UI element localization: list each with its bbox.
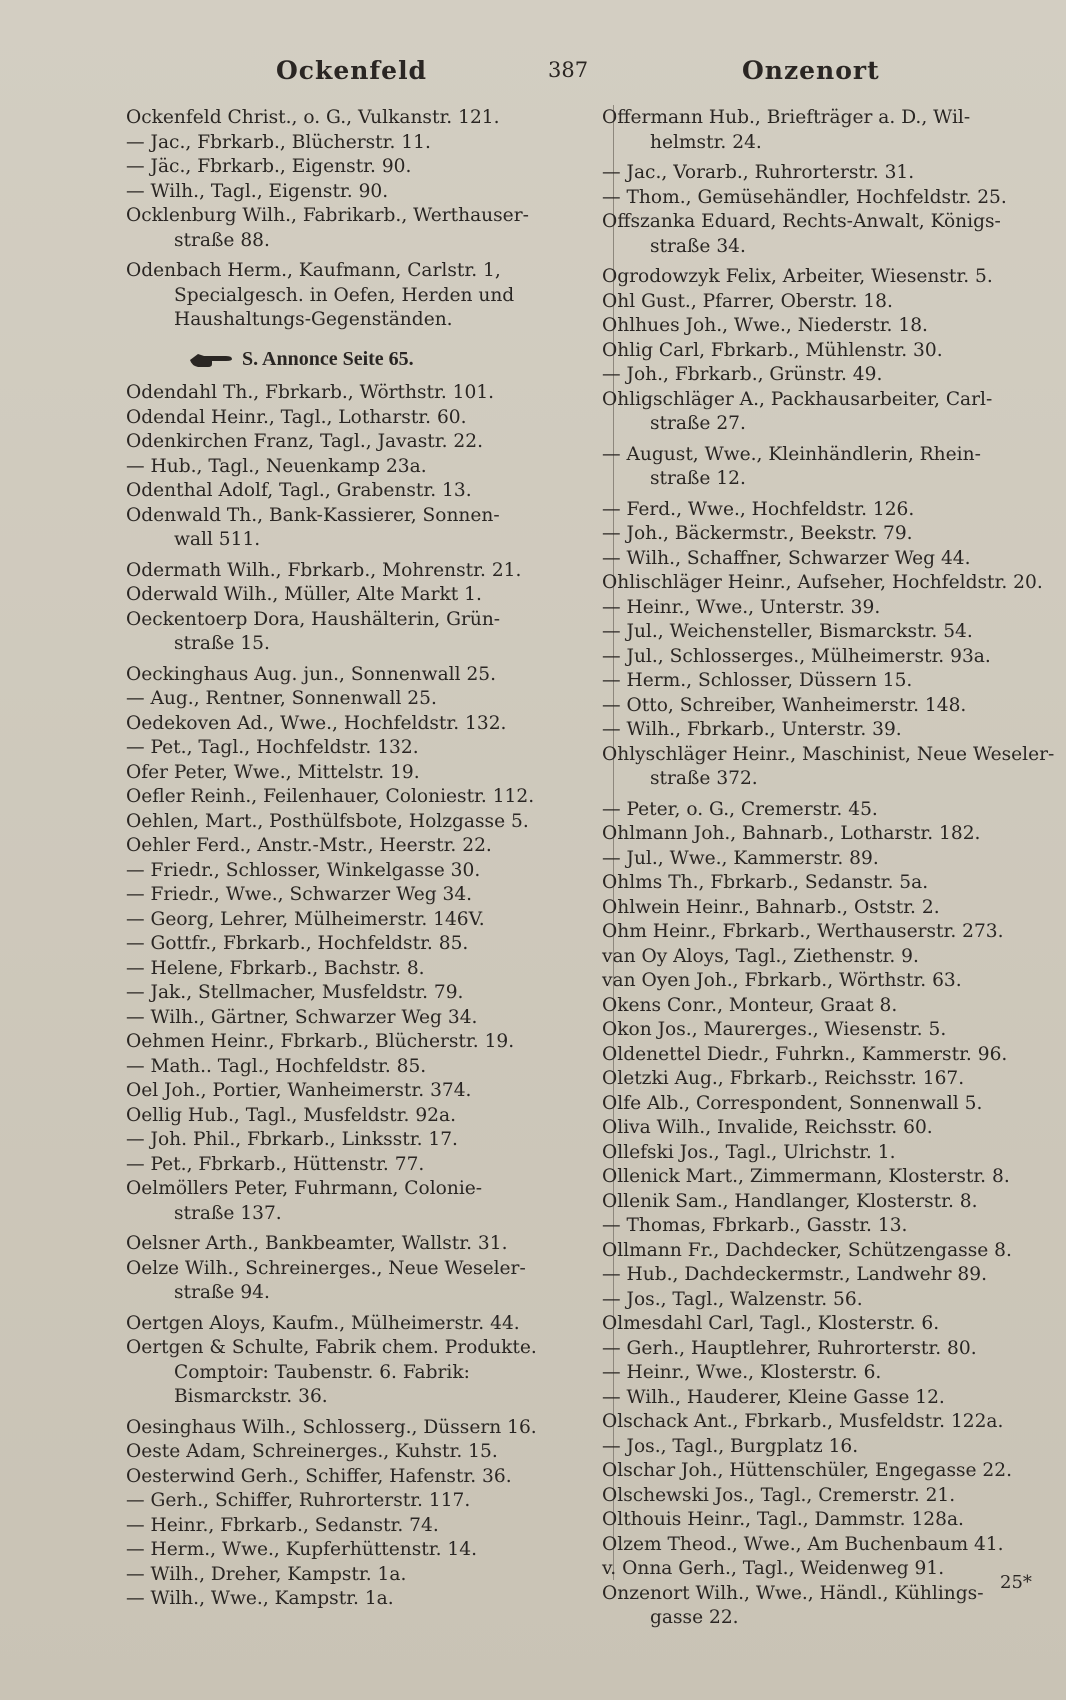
directory-entry <box>128 981 594 1006</box>
directory-entry <box>604 1214 1044 1239</box>
directory-entry <box>604 1337 1044 1362</box>
pointing-hand-icon <box>188 351 234 369</box>
entry-text: Ollenick Mart., Zimmermann, Klosterstr. 8. <box>602 1166 1010 1187</box>
entry-text: — Friedr., Wwe., Schwarzer Weg 34. <box>126 884 473 905</box>
directory-entry <box>604 339 1044 364</box>
entry-text: Offermann Hub., Briefträger a. D., Wil- <box>602 107 971 128</box>
directory-entry <box>604 1190 1044 1215</box>
entry-text: Okens Conr., Monteur, Graat 8. <box>602 994 898 1016</box>
entry-text: Odenkirchen Franz, Tagl., Javastr. 22. <box>126 431 483 452</box>
entry-text: — Jul., Wwe., Kammerstr. 89. <box>602 847 879 869</box>
entry-continuation: helmstr. 24. <box>650 131 762 153</box>
directory-entry <box>128 957 594 982</box>
entry-text: Ollenik Sam., Handlanger, Klosterstr. 8. <box>602 1190 978 1212</box>
entry-text: — Ferd., Wwe., Hochfeldstr. 126. <box>602 498 915 520</box>
entry-text: van Oy Aloys, Tagl., Ziethenstr. 9. <box>602 945 919 967</box>
entry-text: Ohl Gust., Pfarrer, Oberstr. 18. <box>602 290 893 312</box>
entry-continuation: wall 511. <box>174 529 261 550</box>
directory-entry <box>604 1018 1044 1043</box>
directory-entry <box>604 1067 1044 1092</box>
directory-entry <box>604 1141 1044 1166</box>
directory-entry <box>604 571 1044 596</box>
directory-entry <box>128 106 594 131</box>
entry-continuation: straße 88. <box>174 229 270 251</box>
entry-continuation: Specialgesch. in Oefen, Herden und <box>174 284 515 306</box>
directory-entry <box>128 259 594 333</box>
left-column <box>128 106 594 1612</box>
entry-text: Oehlen, Mart., Posthülfsbote, Holzgasse 5. <box>126 810 529 832</box>
directory-entry <box>128 1257 594 1306</box>
directory-entry <box>602 743 1055 792</box>
directory-entry <box>128 381 594 406</box>
entry-text: Ollefski Jos., Tagl., Ulrichstr. 1. <box>602 1141 896 1163</box>
directory-entry <box>604 822 1044 847</box>
entry-text: Olfe Alb., Correspondent, Sonnenwall 5. <box>602 1092 983 1114</box>
entry-text: — Jos., Tagl., Walzenstr. 56. <box>602 1288 863 1310</box>
entry-text: Ohlischläger Heinr., Aufseher, Hochfeldstr. 20. <box>602 572 1043 593</box>
directory-entry <box>604 1092 1044 1117</box>
directory-entry <box>604 1116 1044 1141</box>
entry-text: — Hub., Tagl., Neuenkamp 23a. <box>126 455 427 477</box>
directory-entry <box>128 1440 594 1465</box>
directory-entry <box>604 1263 1044 1288</box>
entry-text: Odendahl Th., Fbrkarb., Wörthstr. 101. <box>126 382 495 403</box>
entry-continuation: straße 27. <box>650 413 746 434</box>
entry-continuation: straße 12. <box>650 468 746 489</box>
directory-entry <box>604 1312 1044 1337</box>
entry-text: Oehler Ferd., Anstr.-Mstr., Heerstr. 22. <box>126 835 492 856</box>
directory-entry <box>128 155 594 180</box>
entry-text: Oelmöllers Peter, Fuhrmann, Colonie- <box>126 1178 483 1199</box>
entry-text: — Wilh., Dreher, Kampstr. 1a. <box>126 1563 407 1585</box>
entry-text: van Oyen Joh., Fbrkarb., Wörthstr. 63. <box>602 970 962 991</box>
entry-continuation: straße 94. <box>174 1282 270 1303</box>
directory-entry <box>604 210 1044 259</box>
directory-entry <box>604 314 1044 339</box>
directory-entry <box>604 1484 1044 1509</box>
entry-text: — Wilh., Fbrkarb., Unterstr. 39. <box>602 719 902 740</box>
entry-text: — Gerh., Hauptlehrer, Ruhrorterstr. 80. <box>602 1337 977 1359</box>
entry-text: v. Onna Gerh., Tagl., Weidenweg 91. <box>602 1558 945 1579</box>
entry-continuation: gasse 22. <box>650 1607 739 1628</box>
directory-entry <box>604 645 1044 670</box>
directory-entry <box>604 620 1044 645</box>
directory-entry <box>604 969 1044 994</box>
directory-entry <box>128 1336 594 1410</box>
entry-text: Ocklenburg Wilh., Fabrikarb., Werthauser- <box>126 205 529 226</box>
directory-entry <box>604 694 1044 719</box>
directory-entry <box>128 1489 594 1514</box>
directory-entry <box>128 1153 594 1178</box>
directory-entry <box>128 608 594 657</box>
entry-text: Oeste Adam, Schreinerges., Kuhstr. 15. <box>126 1441 498 1462</box>
entry-text: — Jul., Weichensteller, Bismarckstr. 54. <box>602 621 973 642</box>
entry-text: — Wilh., Schaffner, Schwarzer Weg 44. <box>602 547 971 569</box>
directory-entry <box>128 761 594 786</box>
entry-text: Olmesdahl Carl, Tagl., Klosterstr. 6. <box>602 1313 940 1334</box>
directory-entry <box>128 736 594 761</box>
entry-text: — Wilh., Hauderer, Kleine Gasse 12. <box>602 1386 945 1408</box>
entry-continuation: straße 34. <box>650 235 746 257</box>
entry-text: Ohlwein Heinr., Bahnarb., Oststr. 2. <box>602 896 940 918</box>
entry-text: Oderwald Wilh., Müller, Alte Markt 1. <box>126 584 482 605</box>
entry-text: Ohlig Carl, Fbrkarb., Mühlenstr. 30. <box>602 339 943 361</box>
directory-entry <box>604 363 1044 388</box>
directory-entry <box>604 1582 1044 1631</box>
directory-entry <box>128 1416 594 1441</box>
directory-entry <box>128 1055 594 1080</box>
directory-entry <box>128 180 594 205</box>
entry-text: — Thom., Gemüsehändler, Hochfeldstr. 25. <box>602 186 1007 208</box>
directory-entry <box>128 583 594 608</box>
entry-text: Olzem Theod., Wwe., Am Buchenbaum 41. <box>602 1533 1004 1555</box>
directory-entry <box>128 1104 594 1129</box>
entry-text: Oertgen & Schulte, Fabrik chem. Produkte. <box>126 1337 537 1358</box>
directory-entry <box>128 1006 594 1031</box>
entry-text: — Heinr., Wwe., Klosterstr. 6. <box>602 1362 882 1383</box>
directory-entry <box>128 1030 594 1055</box>
directory-entry <box>128 455 594 480</box>
entry-text: Odermath Wilh., Fbrkarb., Mohrenstr. 21. <box>126 559 522 581</box>
directory-entry <box>604 443 1044 492</box>
entry-text: Oesterwind Gerh., Schiffer, Hafenstr. 36. <box>126 1465 512 1487</box>
entry-text: Oelze Wilh., Schreinerges., Neue Weseler- <box>126 1257 526 1279</box>
directory-entry <box>128 430 594 455</box>
entry-gap <box>128 333 594 339</box>
directory-entry <box>604 498 1044 523</box>
entry-text: — Friedr., Schlosser, Winkelgasse 30. <box>126 859 481 881</box>
entry-text: Oellig Hub., Tagl., Musfeldstr. 92a. <box>126 1104 456 1126</box>
entry-text: Ofer Peter, Wwe., Mittelstr. 19. <box>126 761 420 783</box>
directory-entry <box>604 798 1044 823</box>
directory-entry <box>604 945 1044 970</box>
entry-text: Onzenort Wilh., Wwe., Händl., Kühlings- <box>602 1582 984 1604</box>
directory-entry <box>604 1459 1044 1484</box>
entry-text: — Heinr., Wwe., Unterstr. 39. <box>602 596 881 618</box>
entry-text: — Thomas, Fbrkarb., Gasstr. 13. <box>602 1215 908 1236</box>
entry-text: Oletzki Aug., Fbrkarb., Reichsstr. 167. <box>602 1068 965 1089</box>
entry-text: — Hub., Dachdeckermstr., Landwehr 89. <box>602 1264 987 1285</box>
entry-text: Odenwald Th., Bank-Kassierer, Sonnen- <box>126 504 500 526</box>
directory-entry <box>604 871 1044 896</box>
entry-text: — Wilh., Wwe., Kampstr. 1a. <box>126 1588 394 1609</box>
entry-text: — Helene, Fbrkarb., Bachstr. 8. <box>126 957 425 979</box>
directory-entry <box>604 1361 1044 1386</box>
entry-text: Oel Joh., Portier, Wanheimerstr. 374. <box>126 1080 472 1101</box>
directory-entry <box>604 1557 1044 1582</box>
entry-continuation: straße 15. <box>174 633 270 654</box>
directory-entry <box>604 186 1044 211</box>
directory-entry <box>604 920 1044 945</box>
entry-gap <box>604 1631 1044 1637</box>
directory-entry <box>128 1514 594 1539</box>
entry-text: — Pet., Tagl., Hochfeldstr. 132. <box>126 737 419 758</box>
directory-entry <box>604 1435 1044 1460</box>
directory-entry <box>128 1128 594 1153</box>
entry-text: Ollmann Fr., Dachdecker, Schützengasse 8. <box>602 1239 1012 1261</box>
entry-text: Olschewski Jos., Tagl., Cremerstr. 21. <box>602 1484 956 1506</box>
directory-entry <box>128 479 594 504</box>
directory-entry <box>604 1508 1044 1533</box>
entry-text: Oldenettel Diedr., Fuhrkn., Kammerstr. 96. <box>602 1043 1008 1065</box>
directory-entry <box>128 785 594 810</box>
entry-text: — Peter, o. G., Cremerstr. 45. <box>602 798 878 820</box>
directory-entry <box>604 1165 1044 1190</box>
directory-entry <box>128 1587 594 1612</box>
entry-continuation: Bismarckstr. 36. <box>174 1386 328 1407</box>
entry-continuation: Comptoir: Taubenstr. 6. Fabrik: <box>174 1361 470 1383</box>
directory-entry <box>128 687 594 712</box>
entry-text: Olthouis Heinr., Tagl., Dammstr. 128a. <box>602 1509 964 1530</box>
entry-text: Offszanka Eduard, Rechts-Anwalt, Königs- <box>602 211 1001 232</box>
directory-entry <box>604 1239 1044 1264</box>
directory-entry <box>604 106 1044 155</box>
entry-text: Ogrodowzyk Felix, Arbeiter, Wiesenstr. 5. <box>602 266 993 287</box>
entry-text: Ohlyschläger Heinr., Maschinist, Neue Weseler- <box>602 743 1055 765</box>
entry-text: Oehmen Heinr., Fbrkarb., Blücherstr. 19. <box>126 1031 515 1052</box>
entry-continuation: Haushaltungs-Gegenständen. <box>174 309 453 330</box>
directory-entry <box>604 1288 1044 1313</box>
right-column <box>602 106 1055 1637</box>
signature-mark: 25* <box>1000 1572 1032 1593</box>
directory-entry <box>128 406 594 431</box>
entry-text: Olschack Ant., Fbrkarb., Musfeldstr. 122a. <box>602 1411 1004 1432</box>
entry-text: — Herm., Wwe., Kupferhüttenstr. 14. <box>126 1539 477 1560</box>
directory-entry <box>128 908 594 933</box>
directory-entry <box>604 1043 1044 1068</box>
entry-text: Oedekoven Ad., Wwe., Hochfeldstr. 132. <box>126 712 507 734</box>
entry-text: — Wilh., Gärtner, Schwarzer Weg 34. <box>126 1006 478 1028</box>
directory-entry <box>604 1410 1044 1435</box>
entry-text: — Gottfr., Fbrkarb., Hochfeldstr. 85. <box>126 933 469 954</box>
entry-text: Odenthal Adolf, Tagl., Grabenstr. 13. <box>126 480 472 501</box>
entry-text: Okon Jos., Maurerges., Wiesenstr. 5. <box>602 1019 947 1040</box>
entry-text: Ohlms Th., Fbrkarb., Sedanstr. 5a. <box>602 872 929 893</box>
entry-text: Odenbach Herm., Kaufmann, Carlstr. 1, <box>126 260 501 281</box>
entry-text: — Herm., Schlosser, Düssern 15. <box>602 670 913 691</box>
entry-text: Ohlhues Joh., Wwe., Niederstr. 18. <box>602 315 928 336</box>
directory-entry <box>128 932 594 957</box>
entry-text: — Otto, Schreiber, Wanheimerstr. 148. <box>602 694 967 716</box>
entry-text: — Jul., Schlosserges., Mülheimerstr. 93a. <box>602 645 991 667</box>
directory-entry <box>128 663 594 688</box>
entry-continuation: straße 137. <box>174 1202 282 1224</box>
entry-text: Ohm Heinr., Fbrkarb., Werthauserstr. 273. <box>602 921 1004 942</box>
directory-entry <box>128 1563 594 1588</box>
entry-text: — August, Wwe., Kleinhändlerin, Rhein- <box>602 443 981 465</box>
entry-text: Olschar Joh., Hüttenschüler, Engegasse 22. <box>602 1460 1013 1481</box>
directory-entry <box>604 896 1044 921</box>
entry-text: — Aug., Rentner, Sonnenwall 25. <box>126 688 437 709</box>
entry-text: Oeckinghaus Aug. jun., Sonnenwall 25. <box>126 663 497 685</box>
directory-entry <box>128 1312 594 1337</box>
entry-text: Ohlmann Joh., Bahnarb., Lotharstr. 182. <box>602 823 981 844</box>
directory-entry <box>128 1538 594 1563</box>
entry-text: — Wilh., Tagl., Eigenstr. 90. <box>126 180 389 202</box>
entry-text: Oliva Wilh., Invalide, Reichsstr. 60. <box>602 1117 933 1138</box>
entry-text: — Pet., Fbrkarb., Hüttenstr. 77. <box>126 1153 425 1175</box>
entry-text: Oeckentoerp Dora, Haushälterin, Grün- <box>126 608 501 630</box>
entry-text: — Jac., Fbrkarb., Blücherstr. 11. <box>126 131 431 153</box>
entry-text: — Jac., Vorarb., Ruhrorterstr. 31. <box>602 162 915 183</box>
directory-entry <box>604 547 1044 572</box>
entry-text: Odendal Heinr., Tagl., Lotharstr. 60. <box>126 406 467 428</box>
annonce-text: S. Annonce Seite 65. <box>242 347 414 370</box>
entry-text: — Math.. Tagl., Hochfeldstr. 85. <box>126 1055 427 1077</box>
entry-text: Oesinghaus Wilh., Schlosserg., Düssern 16. <box>126 1416 537 1438</box>
directory-entry <box>128 504 594 553</box>
entry-text: — Heinr., Fbrkarb., Sedanstr. 74. <box>126 1514 439 1536</box>
directory-entry <box>128 810 594 835</box>
directory-entry <box>604 994 1044 1019</box>
header-left-keyword: Ockenfeld <box>276 56 428 85</box>
entry-continuation: straße 372. <box>650 768 758 789</box>
directory-entry <box>604 388 1044 437</box>
directory-entry <box>128 204 594 253</box>
directory-entry <box>604 265 1044 290</box>
entry-text: — Joh., Fbrkarb., Grünstr. 49. <box>602 364 883 385</box>
directory-entry <box>128 1177 594 1226</box>
directory-entry <box>604 596 1044 621</box>
directory-entry <box>128 834 594 859</box>
header-right-keyword: Onzenort <box>742 56 880 85</box>
entry-text: — Joh., Bäckermstr., Beekstr. 79. <box>602 523 913 544</box>
directory-entry <box>604 669 1044 694</box>
directory-entry <box>604 847 1044 872</box>
directory-entry <box>604 161 1044 186</box>
page-number: 387 <box>548 58 589 82</box>
directory-entry <box>604 522 1044 547</box>
directory-entry <box>128 712 594 737</box>
page-header <box>0 50 1066 90</box>
directory-entry <box>128 1465 594 1490</box>
entry-text: — Georg, Lehrer, Mülheimerstr. 146V. <box>126 908 485 930</box>
entry-text: — Jak., Stellmacher, Musfeldstr. 79. <box>126 982 464 1003</box>
entry-text: — Gerh., Schiffer, Ruhrorterstr. 117. <box>126 1490 471 1511</box>
entry-text: Oertgen Aloys, Kaufm., Mülheimerstr. 44. <box>126 1312 520 1334</box>
entry-text: Ockenfeld Christ., o. G., Vulkanstr. 121. <box>126 107 500 128</box>
directory-entry <box>128 1232 594 1257</box>
annonce-reference <box>128 347 594 372</box>
directory-entry <box>604 290 1044 315</box>
entry-text: Oelsner Arth., Bankbeamter, Wallstr. 31. <box>126 1233 508 1254</box>
directory-entry <box>128 559 594 584</box>
directory-entry <box>604 718 1044 743</box>
directory-entry <box>128 859 594 884</box>
entry-text: Oefler Reinh., Feilenhauer, Coloniestr. 112. <box>126 786 535 807</box>
entry-text: — Jos., Tagl., Burgplatz 16. <box>602 1435 859 1457</box>
directory-entry <box>604 1386 1044 1411</box>
directory-entry <box>128 131 594 156</box>
directory-entry <box>604 1533 1044 1558</box>
entry-text: — Jäc., Fbrkarb., Eigenstr. 90. <box>126 156 412 177</box>
directory-entry <box>128 883 594 908</box>
directory-entry <box>128 1079 594 1104</box>
entry-text: Ohligschläger A., Packhausarbeiter, Carl- <box>602 388 993 410</box>
entry-text: — Joh. Phil., Fbrkarb., Linksstr. 17. <box>126 1129 458 1150</box>
